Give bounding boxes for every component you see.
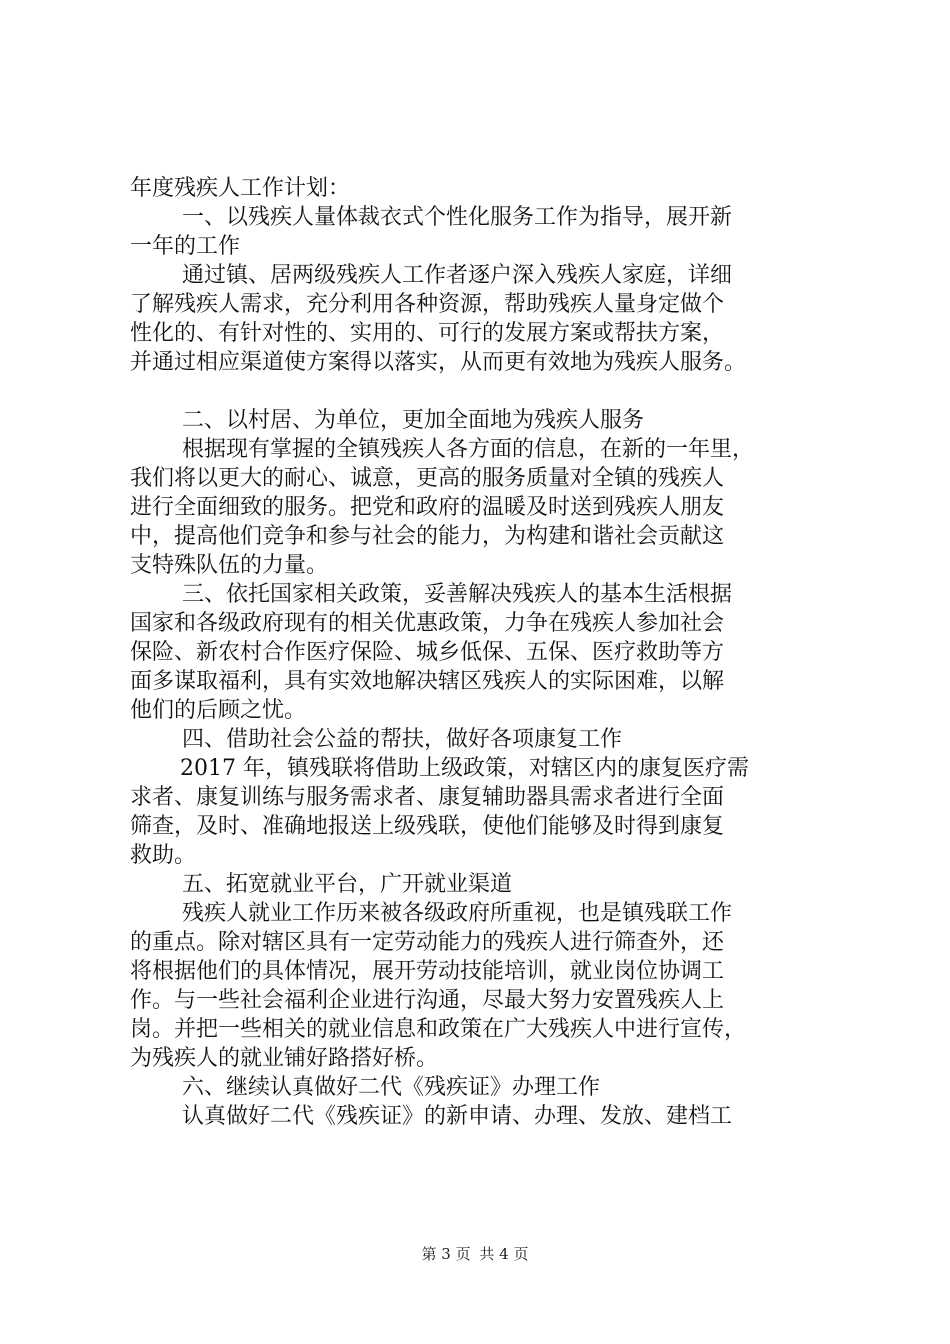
heading-6: 六、继续认真做好二代《残疾证》办理工作 [182,1075,601,1100]
paragraph-line: 残疾人就业工作历来被各级政府所重视，也是镇残联工作 [182,901,733,926]
heading-4: 四、借助社会公益的帮扶，做好各项康复工作 [182,727,623,752]
intro-line: 年度残疾人工作计划： [130,176,351,201]
heading-2: 二、以村居、为单位，更加全面地为残疾人服务 [182,408,645,433]
paragraph-line: 中，提高他们竞争和参与社会的能力，为构建和谐社会贡献这 [130,524,725,549]
paragraph-line: 根据现有掌握的全镇残疾人各方面的信息，在新的一年里， [182,437,755,462]
paragraph-line: 国家和各级政府现有的相关优惠政策，力争在残疾人参加社会 [130,611,725,636]
paragraph-line: 了解残疾人需求，充分利用各种资源，帮助残疾人量身定做个 [130,292,725,317]
paragraph-line: 将根据他们的具体情况，展开劳动技能培训，就业岗位协调工 [130,959,725,984]
paragraph-line: 认真做好二代《残疾证》的新申请、办理、发放、建档工 [182,1104,733,1129]
paragraph-line: 2017 年，镇残联将借助上级政策，对辖区内的康复医疗需 [180,756,749,781]
paragraph-line: 进行全面细致的服务。把党和政府的温暖及时送到残疾人朋友 [130,495,725,520]
page-footer [0,1244,950,1264]
heading-1-cont: 一年的工作 [130,234,241,259]
paragraph-line: 他们的后顾之忧。 [130,698,307,723]
paragraph-line: 通过镇、居两级残疾人工作者逐户深入残疾人家庭，详细 [182,263,733,288]
paragraph-line: 保险、新农村合作医疗保险、城乡低保、五保、医疗救助等方 [130,640,725,665]
page-number-total: 共 4 页 [479,1245,529,1263]
paragraph-line: 求者、康复训练与服务需求者、康复辅助器具需求者进行全面 [130,785,725,810]
paragraph-line: 作。与一些社会福利企业进行沟通，尽最大努力安置残疾人上 [130,988,725,1013]
paragraph-line: 筛查，及时、准确地报送上级残联，使他们能够及时得到康复 [130,814,725,839]
paragraph-line: 支特殊队伍的力量。 [130,553,329,578]
paragraph-line: 面多谋取福利，具有实效地解决辖区残疾人的实际困难，以解 [130,669,725,694]
paragraph-line: 的重点。除对辖区具有一定劳动能力的残疾人进行筛查外，还 [130,930,725,955]
paragraph-line: 救助。 [130,843,197,868]
page-number-current: 第 3 页 [421,1245,471,1263]
paragraph-line: 我们将以更大的耐心、诚意，更高的服务质量对全镇的残疾人 [130,466,725,491]
paragraph-gap [130,377,840,406]
document-body [130,174,840,1131]
paragraph-line: 并通过相应渠道使方案得以落实，从而更有效地为残疾人服务。 [130,350,747,375]
heading-5: 五、拓宽就业平台，广开就业渠道 [182,872,513,897]
paragraph-line: 为残疾人的就业铺好路搭好桥。 [130,1046,439,1071]
paragraph-line: 性化的、有针对性的、实用的、可行的发展方案或帮扶方案， [130,321,725,346]
paragraph-line: 岗。并把一些相关的就业信息和政策在广大残疾人中进行宣传， [130,1017,747,1042]
heading-1: 一、以残疾人量体裁衣式个性化服务工作为指导，展开新 [182,205,733,230]
heading-3: 三、依托国家相关政策，妥善解决残疾人的基本生活根据 [182,582,733,607]
